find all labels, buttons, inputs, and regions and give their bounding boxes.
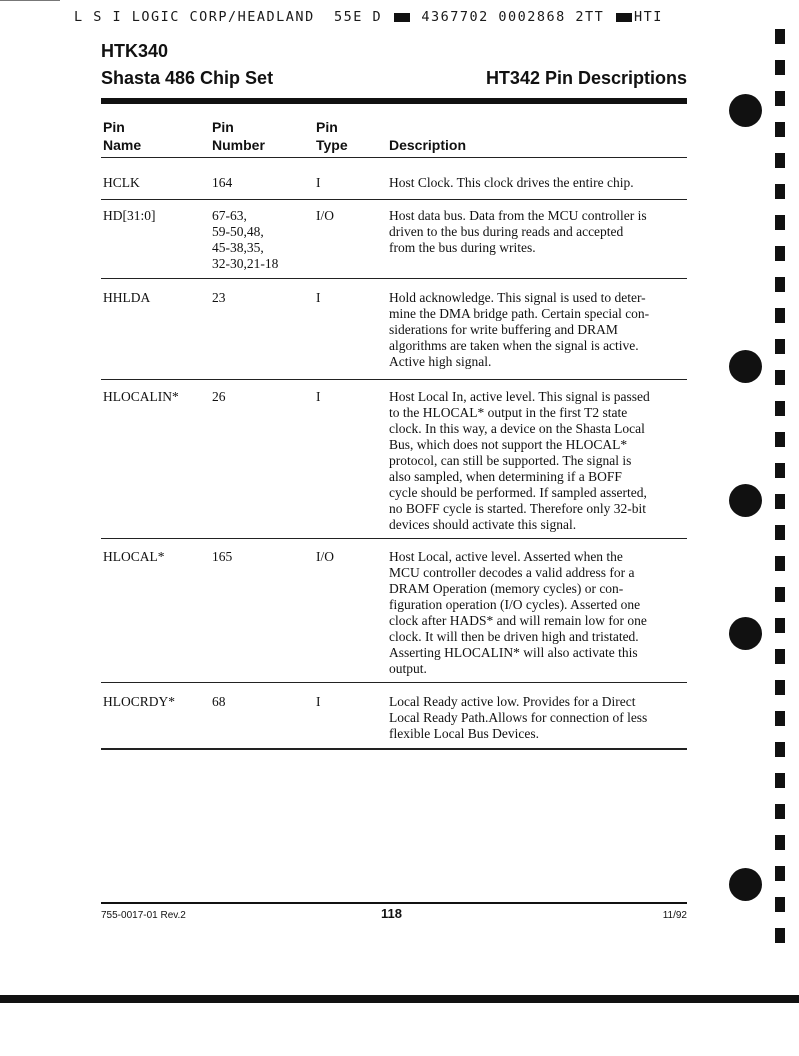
scan-edge-mark — [775, 742, 785, 757]
scan-block-mark — [616, 13, 632, 22]
scan-edge-mark — [775, 401, 785, 416]
scan-block-mark — [394, 13, 410, 22]
pin-description: Host Clock. This clock drives the entire chip. — [389, 175, 634, 190]
pin-type: I — [316, 290, 321, 305]
table-rule — [101, 278, 687, 279]
pin-description: Host Local In, active level. This signal is passed to the HLOCAL* output in the first T2 state clock. In this way, a device on the Shasta Local Bus, which does not support the HLOCAL* protocol, can still be supported. The signal is also sampled, when determining if a BOFF cycle should be performed. If sampled asserted, no BOFF cycle is started. Therefore only 32-bit devices should activate this signal. — [389, 389, 650, 532]
scan-edge-mark — [775, 804, 785, 819]
pin-number: 68 — [212, 694, 226, 709]
scan-edge-mark — [775, 711, 785, 726]
table-rule — [101, 379, 687, 380]
pin-number: 164 — [212, 175, 233, 190]
scan-edge-mark — [775, 587, 785, 602]
column-header-description: Description — [389, 137, 467, 153]
section-title: HT342 Pin Descriptions — [485, 68, 687, 88]
scan-edge-mark — [775, 432, 785, 447]
scan-edge-mark — [775, 277, 785, 292]
pin-name: HCLK — [103, 175, 140, 190]
table-rule — [101, 538, 687, 539]
punch-hole — [729, 484, 762, 517]
scan-header-middle: 4367702 0002868 2TT — [421, 9, 605, 25]
scan-header-left: L S I LOGIC CORP/HEADLAND 55E D — [74, 9, 383, 25]
pin-type: I/O — [316, 549, 334, 564]
pin-type: I — [316, 389, 321, 404]
scan-edge-mark — [775, 122, 785, 137]
scan-edge-mark — [775, 91, 785, 106]
scan-edge-mark — [775, 339, 785, 354]
footer-page-number: 118 — [381, 906, 402, 921]
scan-header — [74, 9, 663, 25]
scan-edge-mark — [775, 494, 785, 509]
scan-edge-mark — [775, 184, 785, 199]
column-header-pin-name: Pin Name — [103, 119, 142, 153]
pin-description: Host data bus. Data from the MCU controller is driven to the bus during reads and accepted from the bus during writes. — [389, 208, 647, 255]
punch-hole — [729, 94, 762, 127]
scan-edge-mark — [775, 215, 785, 230]
scan-bottom-bar — [0, 995, 799, 1003]
scan-edge-mark — [775, 835, 785, 850]
scan-edge-mark — [775, 680, 785, 695]
table-rule — [101, 157, 687, 158]
scan-edge-mark — [775, 897, 785, 912]
pin-type: I — [316, 694, 321, 709]
scan-edge-mark — [775, 308, 785, 323]
scan-header-right: HTI — [633, 9, 663, 25]
scan-edge-mark — [775, 525, 785, 540]
pin-name: HLOCAL* — [103, 549, 165, 564]
scan-edge-mark — [775, 60, 785, 75]
scan-edge-mark — [775, 246, 785, 261]
scan-edge-mark — [775, 29, 785, 44]
pin-name: HLOCRDY* — [103, 694, 176, 709]
pin-number: 23 — [212, 290, 226, 305]
punch-hole — [729, 350, 762, 383]
scan-edge-mark — [775, 773, 785, 788]
column-header-pin-type: Pin Type — [316, 119, 348, 153]
scan-edge-mark — [775, 370, 785, 385]
pin-description: Hold acknowledge. This signal is used to deter- mine the DMA bridge path. Certain special con- siderations for write buffering and DRAM algorithms are taken when the signal is active. Active high signal. — [389, 290, 650, 369]
pin-number: 165 — [212, 549, 233, 564]
scan-edge-mark — [775, 153, 785, 168]
footer-date: 11/92 — [662, 910, 687, 921]
document-subtitle: Shasta 486 Chip Set — [101, 68, 274, 88]
pin-description: Local Ready active low. Provides for a Direct Local Ready Path.Allows for connection of less flexible Local Bus Devices. — [389, 694, 648, 741]
scan-top-rule — [0, 0, 60, 1]
pin-name: HLOCALIN* — [103, 389, 179, 404]
punch-hole — [729, 868, 762, 901]
header-rule — [101, 98, 687, 104]
scan-edge-mark — [775, 928, 785, 943]
document-title: HTK340 — [101, 41, 169, 61]
column-header-pin-number: Pin Number — [212, 119, 265, 153]
scan-edge-mark — [775, 463, 785, 478]
pin-description: Host Local, active level. Asserted when the MCU controller decodes a valid address for a DRAM Operation (memory cycles) or con- figuration operation (I/O cycles). Asserted one clock after HADS* and will remain low for one clock. It will then be driven high and tristated. Asserting HLOCALIN* will also activate this output. — [389, 549, 647, 676]
table-rule — [101, 199, 687, 200]
punch-hole — [729, 617, 762, 650]
pin-name: HD[31:0] — [103, 208, 156, 223]
footer-rule — [101, 902, 687, 904]
table-rule — [101, 682, 687, 683]
scan-edge-mark — [775, 649, 785, 664]
pin-type: I — [316, 175, 321, 190]
pin-type: I/O — [316, 208, 334, 223]
table-bottom-rule — [101, 748, 687, 750]
pin-name: HHLDA — [103, 290, 151, 305]
pin-number: 26 — [212, 389, 226, 404]
pin-number: 67-63, 59-50,48, 45-38,35, 32-30,21-18 — [212, 208, 279, 271]
scan-edge-mark — [775, 556, 785, 571]
scan-edge-mark — [775, 866, 785, 881]
footer-doc-number: 755-0017-01 Rev.2 — [101, 910, 186, 921]
scan-edge-mark — [775, 618, 785, 633]
